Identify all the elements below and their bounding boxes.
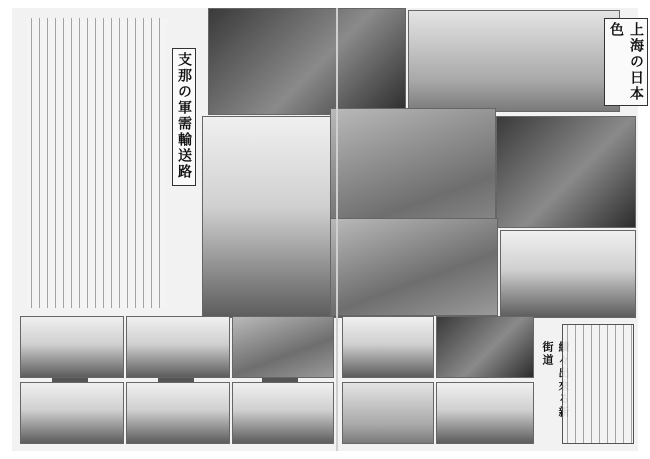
photo-quay-cargo	[202, 116, 344, 318]
bottom-article-title: 街道	[541, 341, 554, 367]
photo-timber-frame	[500, 230, 636, 318]
page-gutter	[336, 8, 338, 451]
photo-river-boats	[408, 10, 620, 112]
photo-grid-7	[342, 316, 434, 378]
photo-grid-6	[232, 382, 334, 444]
advertisement-text	[562, 324, 634, 444]
photo-grid-8	[436, 316, 534, 378]
right-feature-title: 上海の日本色	[604, 18, 648, 106]
photo-grid-10	[436, 382, 534, 444]
photo-grid-1	[20, 316, 124, 378]
photo-dock-labourers	[330, 218, 498, 316]
photo-grid-2	[126, 316, 230, 378]
photo-grid-5	[126, 382, 230, 444]
grid-caption-marks	[52, 378, 88, 382]
article-text-columns	[27, 18, 167, 308]
photo-grid-3	[232, 316, 334, 378]
magazine-spread	[12, 8, 644, 451]
photo-grid-9	[342, 382, 434, 444]
photo-workers-group	[496, 116, 636, 228]
photo-street-scene	[208, 8, 406, 115]
photo-grid-4	[20, 382, 124, 444]
grid-caption-marks	[158, 378, 194, 382]
grid-caption-marks	[262, 378, 298, 382]
left-article-title: 支那の軍需輸送路	[172, 48, 196, 186]
